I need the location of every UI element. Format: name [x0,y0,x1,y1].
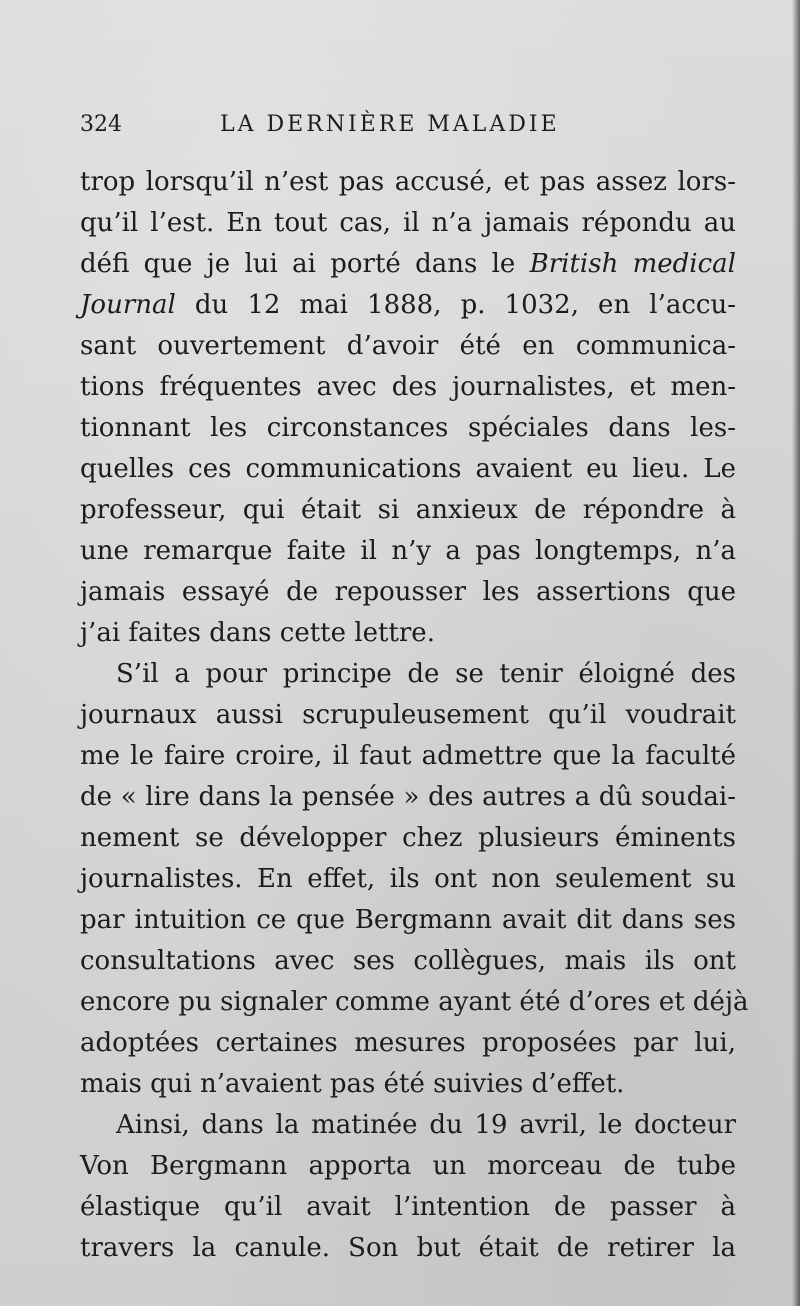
text-line: adoptées certaines mesures proposées par lui, [80,1028,736,1058]
text-line: jamais essayé de repousser les assertions que [80,577,736,607]
text-line: de « lire dans la pensée » des autres a dû soudai- [80,782,736,812]
paragraph-last-line: mais qui n’avaient pas été suivies d’effet. [80,1069,625,1099]
page-edge-shadow [792,0,800,1306]
journal-title-part: Journal [80,290,176,320]
journal-title-part: British medical [529,249,736,279]
text-line [80,285,736,326]
text-line: Von Bergmann apporta un morceau de tube [80,1151,736,1181]
text-run: du 12 mai 1888, p. 1032, en l’accu- [194,290,736,320]
text-line: journaux aussi scrupuleusement qu’il voudrait [80,700,736,730]
text-line: encore pu signaler comme ayant été d’ores et déjà [80,987,749,1017]
running-head: LA DERNIÈRE MALADIE [220,112,560,137]
text-line: professeur, qui était si anxieux de répondre à [80,495,736,525]
text-line [80,244,736,285]
text-line: quelles ces communications avaient eu lieu. Le [80,454,736,484]
paragraph-last-line: j’ai faites dans cette lettre. [80,618,435,648]
text-line: me le faire croire, il faut admettre que la faculté [80,741,736,771]
body-text [80,162,749,1269]
text-line: sant ouvertement d’avoir été en communica- [80,331,736,361]
text-line: journalistes. En effet, ils ont non seulement su [80,864,736,894]
text-line: par intuition ce que Bergmann avait dit dans ses [80,905,736,935]
text-line: consultations avec ses collègues, mais ils ont [80,946,736,976]
page-number: 324 [80,112,122,137]
text-run: défi que je lui ai porté dans le [80,249,516,279]
text-line: qu’il l’est. En tout cas, il n’a jamais répondu au [80,208,736,238]
page-header [80,112,720,146]
text-line: travers la canule. Son but était de retirer la [80,1233,736,1263]
text-line: une remarque faite il n’y a pas longtemps, n’a [80,536,736,566]
text-line: trop lorsqu’il n’est pas accusé, et pas assez lors- [80,167,736,197]
text-line: nement se développer chez plusieurs éminents [80,823,736,853]
paragraph-first-line: Ainsi, dans la matinée du 19 avril, le docteur [116,1110,736,1140]
text-line: tionnant les circonstances spéciales dans les- [80,413,736,443]
text-line: tions fréquentes avec des journalistes, et men- [80,372,736,402]
text-line: élastique qu’il avait l’intention de passer à [80,1192,736,1222]
paragraph-first-line: S’il a pour principe de se tenir éloigné des [116,659,736,689]
